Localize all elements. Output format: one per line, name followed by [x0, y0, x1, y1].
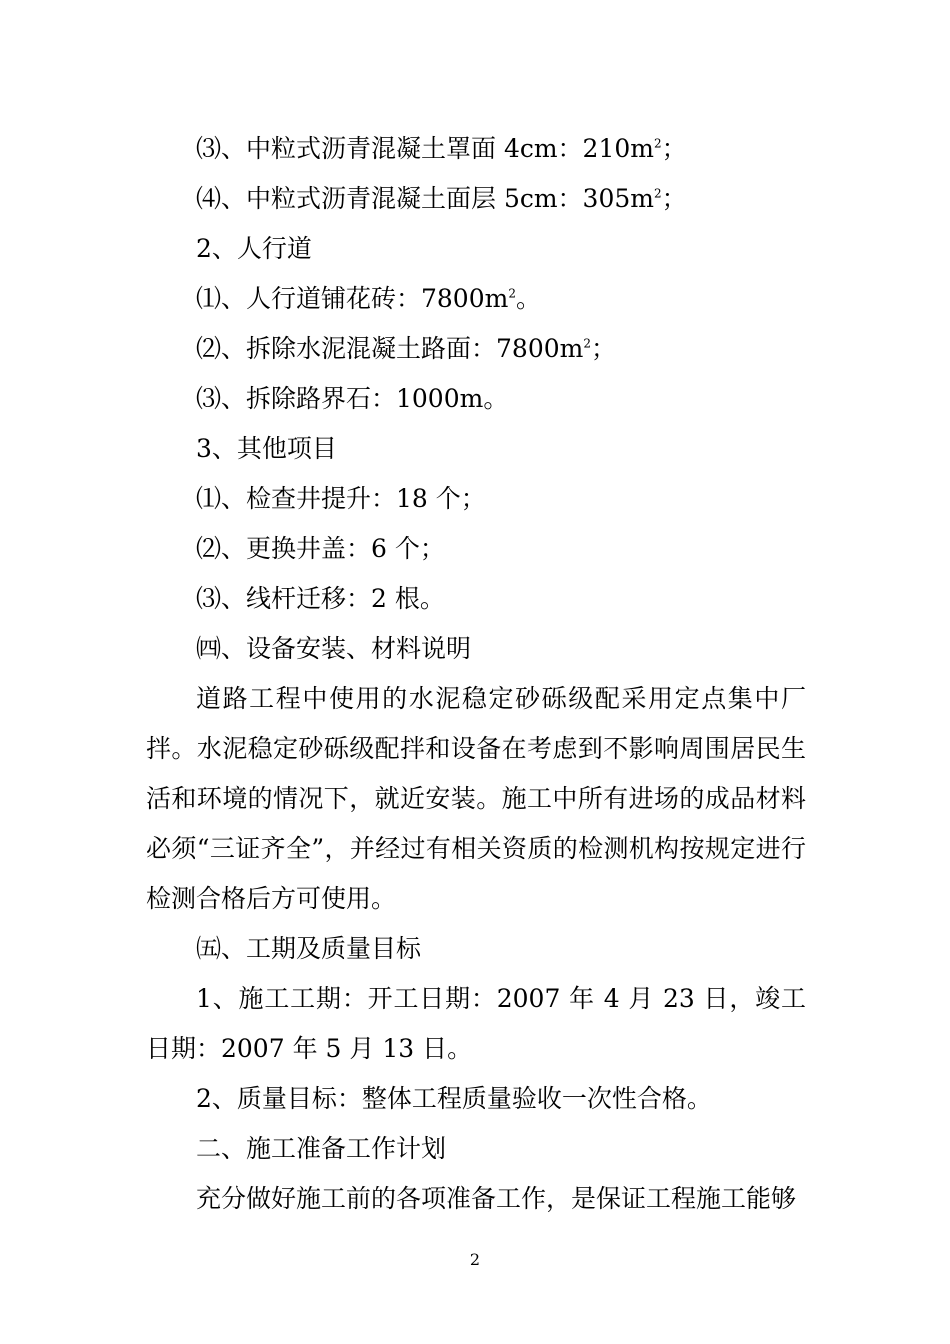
- paragraph-construction-period: 1、施工工期：开工日期：2007 年 4 月 23 日，竣工日期：2007 年 5 月 13 日。: [146, 984, 806, 1063]
- list-item-asphalt-surface: ⑷、中粒式沥青混凝土面层 5cm：$305m^2$；: [196, 184, 687, 213]
- section-heading-sidewalk: 2、人行道: [196, 234, 312, 263]
- section-heading-schedule: ㈤、工期及质量目标: [196, 934, 422, 963]
- document-body: [146, 124, 806, 1224]
- list-item-asphalt-overlay: ⑶、中粒式沥青混凝土罩面 4cm：$210m^2$；: [196, 134, 687, 163]
- page-number: 2: [469, 1250, 481, 1269]
- section-heading-equipment: ㈣、设备安装、材料说明: [196, 634, 472, 663]
- section-heading-other: 3、其他项目: [196, 434, 337, 463]
- list-item-paving-bricks: ⑴、人行道铺花砖：$7800m^2$。: [196, 284, 541, 313]
- list-item-manhole-raise: ⑴、检查井提升：18 个；: [196, 484, 486, 513]
- list-item-pole-relocation: ⑶、线杆迁移：2 根。: [196, 584, 445, 613]
- list-item-manhole-cover: ⑵、更换井盖：6 个；: [196, 534, 445, 563]
- line-quality-target: 2、质量目标：整体工程质量验收一次性合格。: [196, 1084, 712, 1113]
- paragraph-preparation: 充分做好施工前的各项准备工作，是保证工程施工能够: [196, 1184, 797, 1213]
- list-item-remove-pavement: ⑵、拆除水泥混凝土路面：$7800m^2$；: [196, 334, 616, 363]
- paragraph-equipment: 道路工程中使用的水泥稳定砂砾级配采用定点集中厂拌。水泥稳定砂砾级配拌和设备在考虑到不影响周围居民生活和环境的情况下，就近安装。施工中所有进场的成品材料必须“三证齐全”，并经过有相关资质的检测机构按规定进行检测合格后方可使用。: [146, 684, 806, 913]
- list-item-remove-curb: ⑶、拆除路界石：1000m。: [196, 384, 509, 413]
- section-heading-preparation: 二、施工准备工作计划: [196, 1134, 447, 1163]
